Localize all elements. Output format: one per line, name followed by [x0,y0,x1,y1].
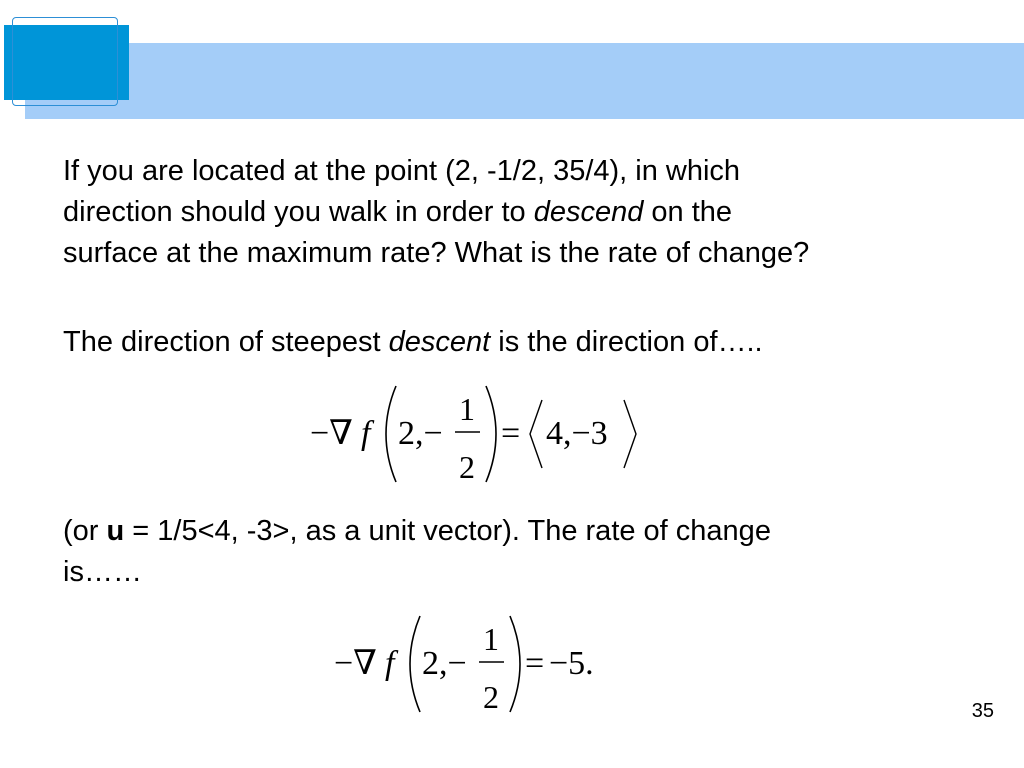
neg-nabla: −∇ [334,645,377,682]
unit-vector-symbol: u [106,515,125,547]
left-angle-bracket [530,400,542,468]
equals-sign: = [501,415,521,452]
fraction-numerator: 1 [483,621,499,657]
question-line-1: If you are located at the point (2, -1/2, 35/4), in which [63,155,741,187]
right-paren [486,386,496,482]
steepest-descent-start: The direction of steepest [63,326,389,358]
logo-square-outline [12,17,118,106]
question-line-3: surface at the maximum rate? What is the rate of change? [63,237,810,269]
page-number: 35 [971,700,994,722]
vector-components: 4,−3 [546,415,608,452]
function-f: f [361,415,371,452]
fraction-numerator: 1 [459,391,475,427]
question-line-2-end: on the [643,196,733,228]
right-paren [510,616,520,712]
left-paren [386,386,396,482]
rate-value: −5. [549,645,594,682]
question-paragraph [63,151,809,274]
steepest-descent-end: is the direction of….. [490,326,763,358]
equals-sign: = [525,645,545,682]
argument: 2,− [398,415,443,452]
question-line-2-start: direction should you walk in order to [63,196,534,228]
left-paren [410,616,420,712]
descend-word: descend [533,196,644,228]
fraction-denominator: 2 [459,449,475,485]
argument: 2,− [422,645,467,682]
right-angle-bracket [624,400,636,468]
header-band [25,43,1024,119]
steepest-descent-sentence [63,322,763,363]
function-f: f [385,645,395,682]
unit-vector-paragraph [63,511,771,593]
unit-vector-line-2: is…… [63,556,142,588]
equation-gradient-direction [310,382,650,486]
unit-vector-start: (or [63,515,107,547]
equation-rate-of-change [334,612,624,716]
unit-vector-line-1 [63,511,771,552]
neg-nabla: −∇ [310,415,353,452]
question-line-2 [63,192,809,233]
descent-word: descent [388,326,491,358]
unit-vector-rest: = 1/5<4, -3>, as a unit vector). The rate of change [124,515,771,547]
fraction-denominator: 2 [483,679,499,715]
